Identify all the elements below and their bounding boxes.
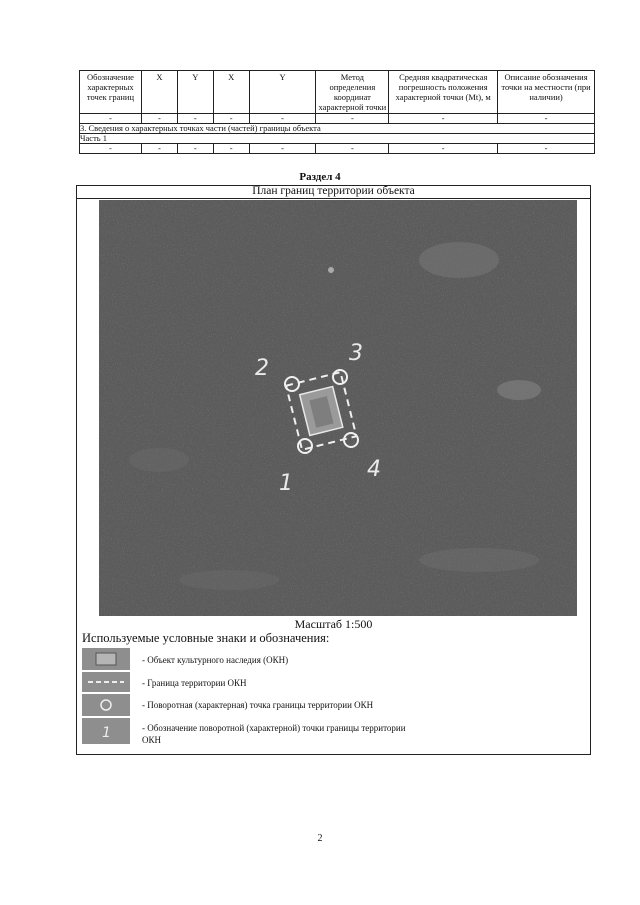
number-label-icon xyxy=(82,718,130,744)
legend-item-okn: - Объект культурного наследия (ОКН) xyxy=(142,655,289,665)
plan-title: План границ территории объекта xyxy=(76,185,591,199)
legend-symbol-label xyxy=(82,718,130,744)
header-cell: X xyxy=(141,71,177,114)
circle-point-icon xyxy=(82,694,130,716)
page-number: 2 xyxy=(317,833,323,844)
legend-symbol-point xyxy=(82,694,130,716)
table-part-row xyxy=(80,134,595,144)
table-cell: - xyxy=(249,144,316,154)
map-speck xyxy=(328,267,334,273)
header-cell: Метод определения координат характерной точки xyxy=(316,71,389,114)
map-drawing xyxy=(99,200,577,616)
table-cell: - xyxy=(80,114,142,124)
table-cell: - xyxy=(249,114,316,124)
svg-text:1: 1 xyxy=(102,725,111,741)
legend-item-label: - Обозначение поворотной (характерной) точки границы территории ОКН xyxy=(142,723,406,745)
point-label-1: 1 xyxy=(279,471,293,496)
table-cell: - xyxy=(213,144,249,154)
header-cell: Описание обозначения точки на местности (при наличии) xyxy=(498,71,595,114)
legend-title: Используемые условные знаки и обозначения: xyxy=(82,631,330,645)
coordinates-table xyxy=(79,70,595,154)
header-cell: Y xyxy=(177,71,213,114)
legend-item-boundary: - Граница территории ОКН xyxy=(142,678,247,688)
table-cell: - xyxy=(316,114,389,124)
table-cell: - xyxy=(141,144,177,154)
section-cell: 3. Сведения о характерных точках части (частей) границы объекта xyxy=(80,124,595,134)
dashed-line-icon xyxy=(82,672,130,692)
table-cell: - xyxy=(316,144,389,154)
okn-symbol-icon xyxy=(82,648,130,670)
header-cell: Y xyxy=(249,71,316,114)
header-cell: X xyxy=(213,71,249,114)
legend-symbol-okn xyxy=(82,648,130,670)
scale-label: Масштаб 1:500 xyxy=(294,617,373,631)
point-label-4: 4 xyxy=(367,457,381,482)
table-cell: - xyxy=(389,114,498,124)
table-cell: - xyxy=(213,114,249,124)
table-header-row xyxy=(80,71,595,114)
section-title: Раздел 4 xyxy=(299,171,341,183)
table-cell: - xyxy=(498,114,595,124)
table-cell: - xyxy=(498,144,595,154)
header-cell: Средняя квадратическая погрешность положения характерной точки (Mt), м xyxy=(389,71,498,114)
table-row xyxy=(80,144,595,154)
part-cell: Часть 1 xyxy=(80,134,595,144)
aerial-map xyxy=(99,200,577,616)
table-cell: - xyxy=(389,144,498,154)
legend-item-point: - Поворотная (характерная) точка границы территории ОКН xyxy=(142,700,374,710)
table-row xyxy=(80,114,595,124)
table-section-row xyxy=(80,124,595,134)
table-cell: - xyxy=(141,114,177,124)
header-cell: Обозначение характерных точек границ xyxy=(80,71,142,114)
table-cell: - xyxy=(80,144,142,154)
point-label-2: 2 xyxy=(255,356,269,381)
legend-symbol-boundary xyxy=(82,672,130,692)
table-cell: - xyxy=(177,144,213,154)
table-cell: - xyxy=(177,114,213,124)
point-label-3: 3 xyxy=(349,341,363,366)
